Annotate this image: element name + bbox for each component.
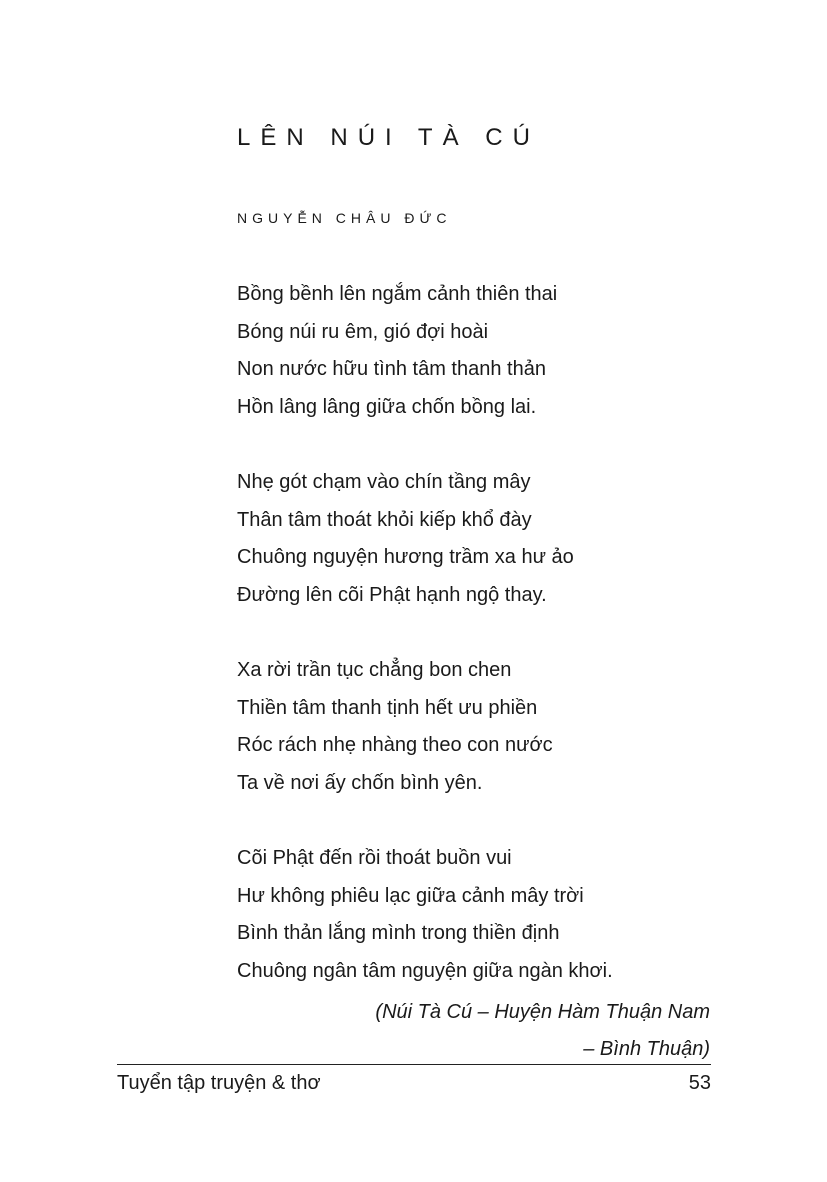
poem-line: Non nước hữu tình tâm thanh thản (237, 358, 546, 380)
location-note-line-2: – Bình Thuận) (583, 1038, 710, 1060)
poem-line: Đường lên cõi Phật hạnh ngộ thay. (237, 583, 547, 606)
poem-line: Bóng núi ru êm, gió đợi hoài (237, 320, 489, 343)
poem-line: Chuông ngân tâm nguyện giữa ngàn khơi. (237, 959, 613, 982)
stanza-2 (237, 469, 717, 619)
poem-author: NGUYỄN CHÂU ĐỨC (237, 210, 452, 226)
poem-line: Hư không phiêu lạc giữa cảnh mây trời (237, 884, 584, 907)
footer-divider (117, 1064, 711, 1065)
poem-line: Ta về nơi ấy chốn bình yên. (237, 771, 483, 794)
poem-line: Xa rời trần tục chẳng bon chen (237, 659, 512, 681)
poem-line: Chuông nguyện hương trầm xa hư ảo (237, 546, 574, 568)
poem-line: Cõi Phật đến rồi thoát buồn vui (237, 847, 512, 869)
poem-line: Nhẹ gót chạm vào chín tầng mây (237, 471, 531, 493)
footer-book-title: Tuyển tập truyện & thơ (117, 1072, 321, 1094)
poem-title: LÊN NÚI TÀ CÚ (237, 124, 540, 151)
page-number: 53 (688, 1072, 711, 1094)
poem-line: Thân tâm thoát khỏi kiếp khổ đày (237, 508, 532, 531)
stanza-4 (237, 845, 717, 995)
poem-line: Róc rách nhẹ nhàng theo con nước (237, 734, 553, 756)
stanza-1 (237, 281, 717, 431)
poem-line: Bồng bềnh lên ngắm cảnh thiên thai (237, 283, 558, 305)
poem-body (237, 281, 717, 1033)
stanza-3 (237, 657, 717, 807)
poem-line: Hồn lâng lâng giữa chốn bồng lai. (237, 395, 537, 418)
poem-line: Bình thản lắng mình trong thiền định (237, 922, 560, 944)
location-note (375, 994, 710, 1068)
poem-line: Thiền tâm thanh tịnh hết ưu phiền (237, 696, 538, 719)
location-note-line-1: (Núi Tà Cú – Huyện Hàm Thuận Nam (375, 1001, 710, 1023)
